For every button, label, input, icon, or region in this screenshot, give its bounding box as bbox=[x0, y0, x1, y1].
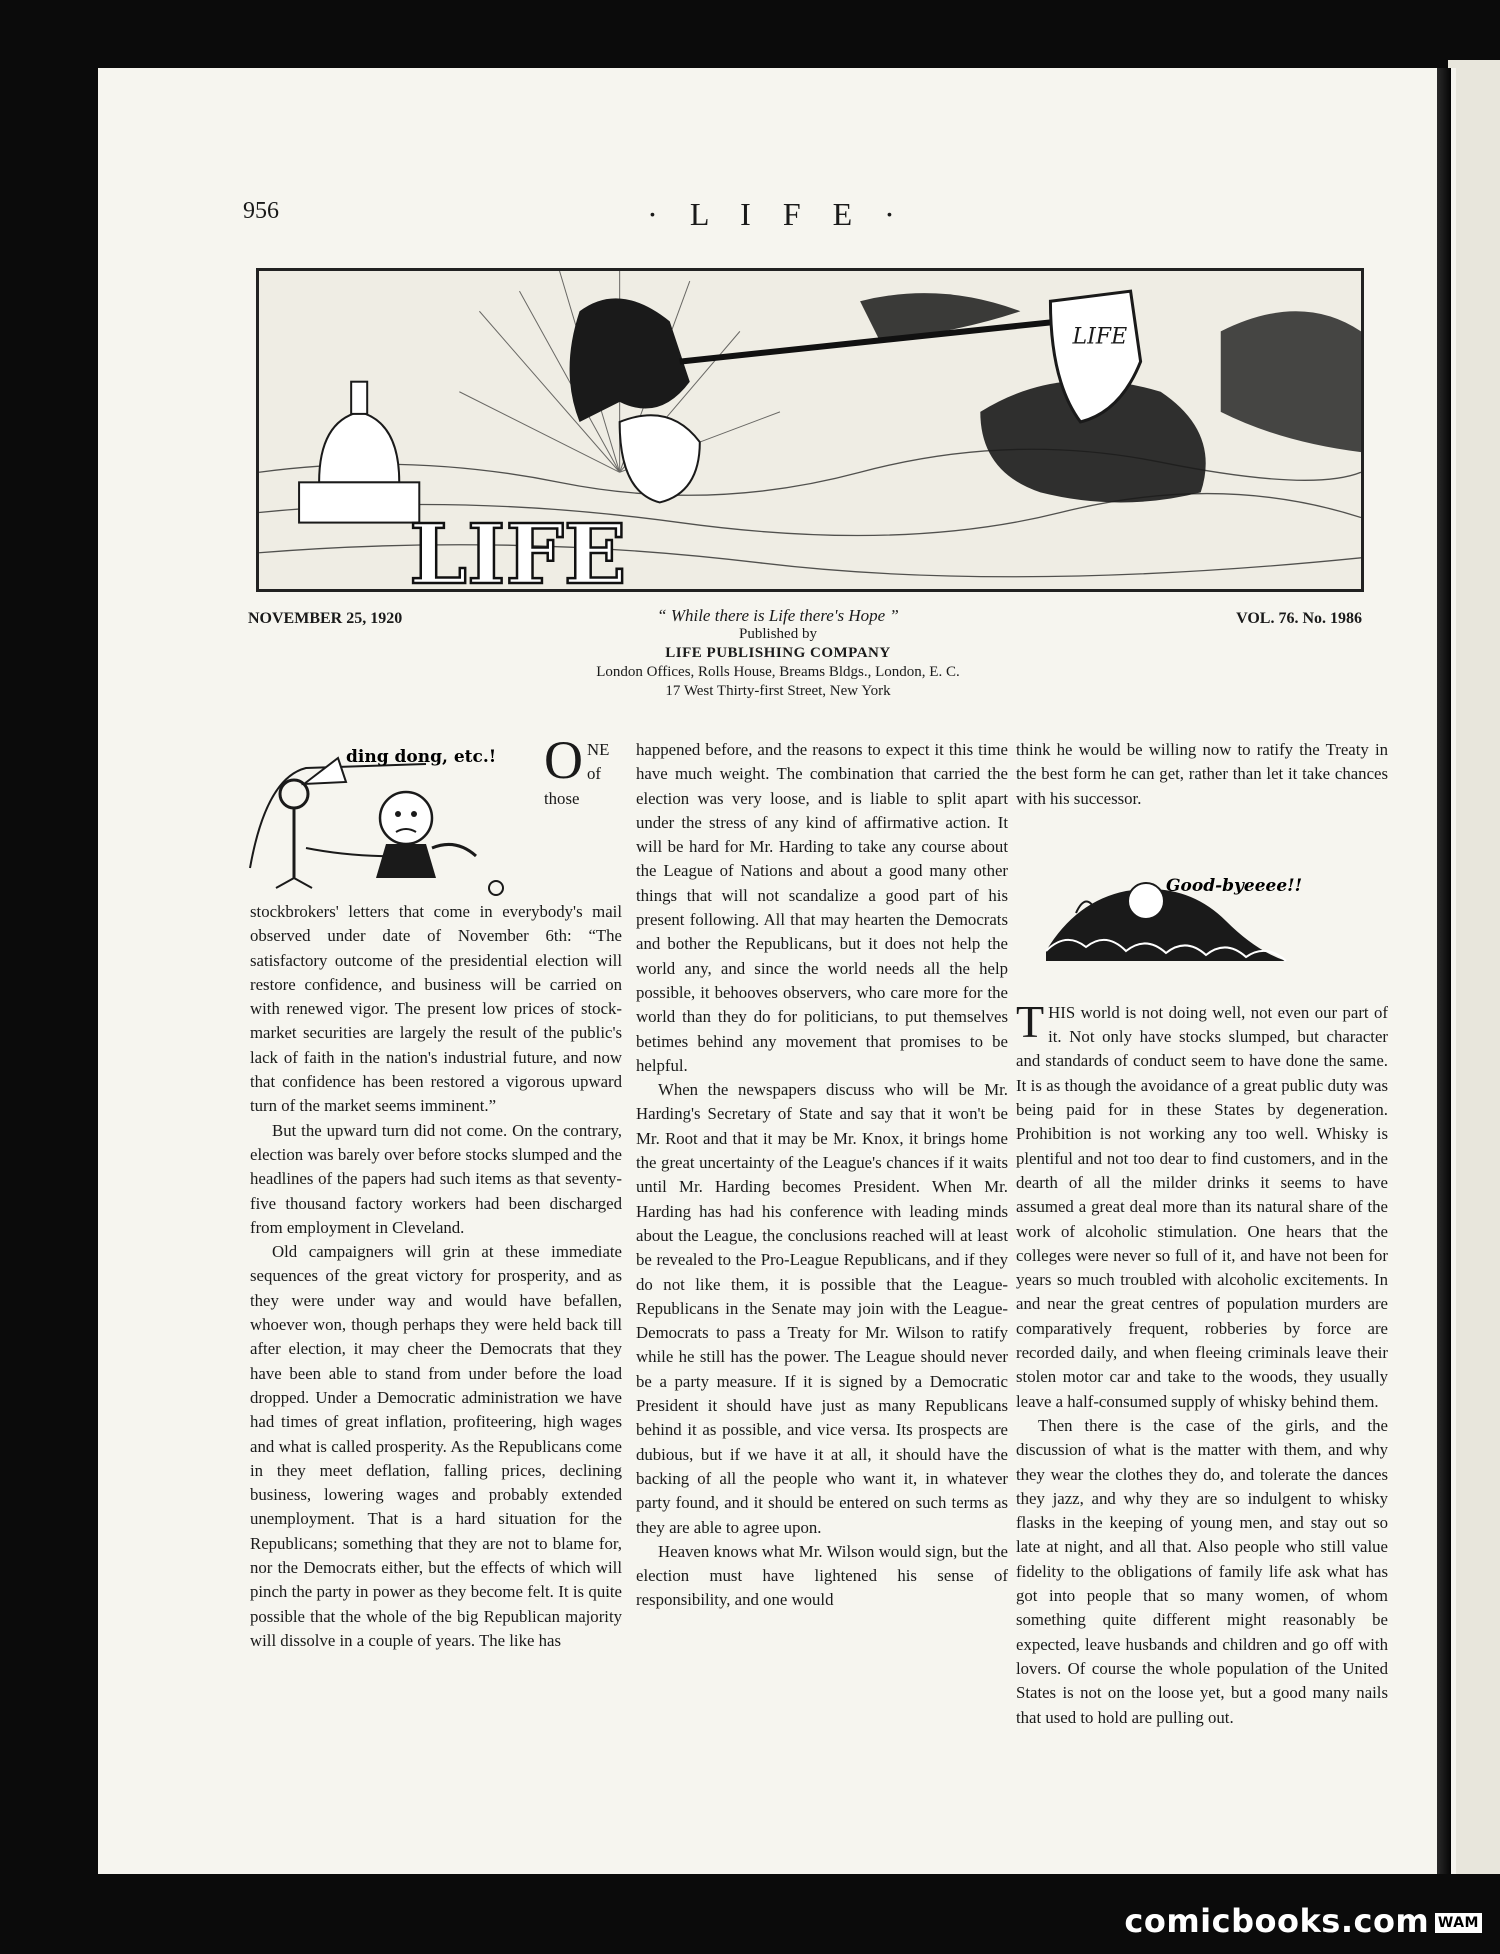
paragraph: Heaven knows what Mr. Wilson would sign, but the election must have lightened his sense of responsibility, and one would bbox=[636, 1541, 1008, 1610]
motto: “ While there is Life there's Hope ” bbox=[657, 606, 899, 625]
watermark bbox=[1124, 1902, 1482, 1940]
logo-lettering: LIFE bbox=[409, 506, 627, 589]
paragraph: THIS world is not doing well, not even our part of it. Not only have stocks slumped, but character and standards of conduct seem to have done the same. It is as though the avoidance of a great public duty was being paid for in these States by degeneration. Prohibition is not working any too well. Whisky is plentiful and not too dear to find customers, and in the dearth of all the milder drinks it seems to have assumed a great deal more than its natural share of the work of alcoholic stimulation. One hears that the colleges were never so full of it, and have not been for years so much troubled with alcoholic excitements. In and near the great centres of population murders are comparatively frequent, robberies by force are recorded daily, and when fleeing criminals leave their stolen motor car and take to the woods, they usually leave a half-consumed supply of whisky behind them. bbox=[1016, 995, 1388, 1411]
paragraph: Then there is the case of the girls, and the discussion of what is the matter with them, and why they wear the clothes they do, and tolerate the dances they jazz, and why they are so indulgent to whisky flasks in the keeping of young men, and stay out so late at night, and all that. Also people who still value fidelity to the obligations of family life ask what has got into people that so many women, of whom something quite different might reasonably be expected, leave husbands and children and go off with lovers. Of course the whole population of the United States is not on the loose yet, but a good many nails that used to hold are pulling out. bbox=[1016, 1415, 1388, 1727]
paragraph: When the newspapers discuss who will be Mr. Harding's Secretary of State and say that it won't be Mr. Root and that it may be Mr. Knox, it brings home the great uncertainty of the League's chances if it waits until Mr. Harding becomes President. When Mr. Harding has had his conference with leading minds about the League, the conclusions reached will at least be revealed to the Pro-League Republicans, and if they do not like them, it is possible that the League-Republicans in the Senate may join with the League-Democrats to pass a Treaty for Mr. Wilson to ratify while he still has the power. The League should never be a party measure. If it is signed by a Democratic President it should have just as many Republicans behind it as possible, and vice versa. Its prospects are dubious, but if we have it at all, it should have the backing of all the people who want it, in whatever party found, and it should be entered on such terms as they are able to agree upon. bbox=[636, 1080, 1008, 1537]
watermark-text: comicbooks.com bbox=[1124, 1902, 1430, 1940]
publisher-name: LIFE PUBLISHING COMPANY bbox=[665, 645, 891, 661]
volume-number: VOL. 76. No. 1986 bbox=[1236, 610, 1362, 627]
column-3 bbox=[1016, 738, 1388, 1730]
drop-cap-o: O bbox=[544, 730, 583, 790]
magazine-page bbox=[98, 68, 1456, 1874]
london-offices: London Offices, Rolls House, Breams Bldgs., London, E. C. bbox=[596, 664, 960, 680]
paragraph: think he would be willing now to ratify the Treaty in the best form he can get, rather than let it take chances with his successor. bbox=[1016, 740, 1388, 808]
new-york-office: 17 West Thirty-first Street, New York bbox=[665, 683, 891, 699]
masthead-info bbox=[438, 606, 1118, 701]
published-by: Published by bbox=[739, 626, 817, 642]
drop-cap-t: T bbox=[1016, 995, 1045, 1047]
paragraph: happened before, and the reasons to expect it this time have much weight. The combination that carried the election was very loose, and is liable to split apart under the stress of any kind of affirmative action. It will be hard for Mr. Harding to take any course about the League of Nations and about a good many other things that will not scandalize a good part of his present following. All that may hearten the Democrats and bother the Republicans, but it does not help the world any, and since the world needs all the help possible, it behooves observers, who care more for the world than they do for politicians, to put themselves betimes behind any movement that promises to be helpful. bbox=[636, 740, 1008, 1075]
issue-date: NOVEMBER 25, 1920 bbox=[248, 610, 403, 627]
phonograph-man-illustration bbox=[246, 738, 532, 898]
drowning-figure-illustration bbox=[1016, 851, 1388, 971]
phonograph-cartoon bbox=[246, 738, 532, 898]
watermark-tag: WAM bbox=[1435, 1913, 1482, 1933]
column-1 bbox=[250, 730, 622, 1653]
page-gutter-shadow bbox=[1437, 68, 1451, 1874]
running-title: · L I F E · bbox=[647, 196, 907, 232]
page-number: 956 bbox=[243, 198, 279, 224]
column-2 bbox=[636, 738, 1008, 1613]
wave-cartoon bbox=[1016, 851, 1388, 971]
battle-scene-illustration bbox=[259, 271, 1361, 589]
article-columns bbox=[250, 730, 1388, 1858]
paragraph: But the upward turn did not come. On the contrary, election was barely over before stocks slumped and the headlines of the papers had such items as that seventy-five thousand factory workers had been discharged from employment in Cleveland. bbox=[250, 1120, 622, 1237]
cartoon2-caption: Good-byeeee!! bbox=[1166, 875, 1303, 896]
paragraph: ONE of those stockbrokers' letters that come in everybody's mail observed under date of November 6th: “The satisfactory outcome of the presidential election will restore confidence, and business will be carried on with renewed vigor. The present low prices of stock-market securities are largely the result of the public's lack of faith in the nation's industrial future, and now that confidence has been restored a vigorous upward turn of the market seems imminent.” bbox=[250, 730, 622, 1116]
shield-lettering: LIFE bbox=[1072, 324, 1128, 350]
masthead-illustration bbox=[256, 268, 1364, 592]
paragraph: Old campaigners will grin at these immediate sequences of the great victory for prosperity, and as they were under way and would have befallen, whoever won, though perhaps they were held back till after election, it may cheer the Democrats that they have been able to stand from under before the load dropped. Under a Democratic administration we have had times of great inflation, profiteering, high wages and what is called prosperity. As the Republicans come in they meet deflation, falling prices, declining business, lowering wages and probably extended unemployment. That is a hard situation for the Republicans; something that they are not to blame for, nor the Democrats either, but the effects of which will pinch the party in power as they become felt. It is quite possible that the whole of the big Republican majority will dissolve in a couple of years. The like has bbox=[250, 1242, 622, 1650]
cartoon1-caption: ding dong, etc.! bbox=[346, 747, 497, 767]
